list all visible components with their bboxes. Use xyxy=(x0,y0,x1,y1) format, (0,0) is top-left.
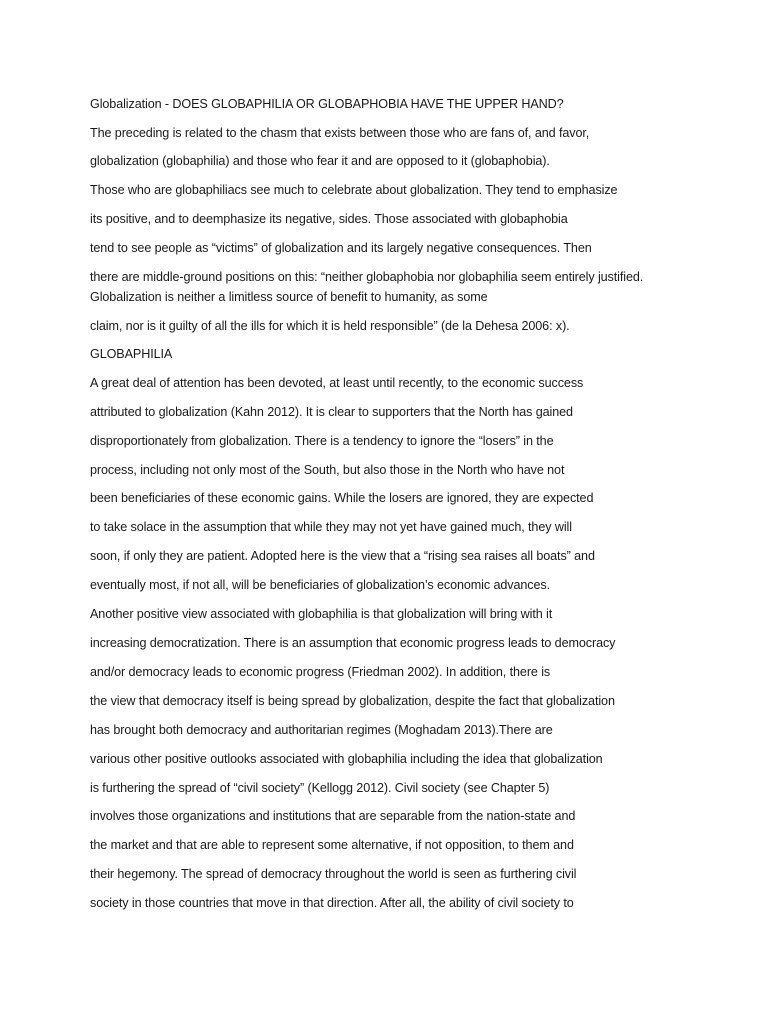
text-line: to take solace in the assumption that while they may not yet have gained much, they will xyxy=(90,520,572,534)
text-line: claim, nor is it guilty of all the ills for which it is held responsible” (de la Dehesa 2006: x). xyxy=(90,319,570,333)
text-line: disproportionately from globalization. There is a tendency to ignore the “losers” in the xyxy=(90,434,554,448)
text-line: increasing democratization. There is an assumption that economic progress leads to democracy xyxy=(90,636,616,650)
text-line: Globalization is neither a limitless source of benefit to humanity, as some xyxy=(90,290,488,304)
text-line: the market and that are able to represent some alternative, if not opposition, to them and xyxy=(90,838,574,852)
text-line: tend to see people as “victims” of globalization and its largely negative consequences. Then xyxy=(90,241,592,255)
text-line: soon, if only they are patient. Adopted here is the view that a “rising sea raises all boats” and xyxy=(90,549,595,563)
text-line: and/or democracy leads to economic progress (Friedman 2002). In addition, there is xyxy=(90,665,551,679)
text-line: society in those countries that move in that direction. After all, the ability of civil society to xyxy=(90,896,574,910)
text-line: its positive, and to deemphasize its negative, sides. Those associated with globaphobia xyxy=(90,212,568,226)
text-line: process, including not only most of the South, but also those in the North who have not xyxy=(90,463,565,477)
text-line: their hegemony. The spread of democracy throughout the world is seen as furthering civil xyxy=(90,867,577,881)
text-line: various other positive outlooks associated with globaphilia including the idea that globalization xyxy=(90,752,603,766)
text-line: there are middle-ground positions on this: “neither globaphobia nor globaphilia seem entirely justified. xyxy=(90,270,644,284)
text-line: eventually most, if not all, will be beneficiaries of globalization’s economic advances. xyxy=(90,578,550,592)
text-line: been beneficiaries of these economic gains. While the losers are ignored, they are expected xyxy=(90,491,594,505)
text-line: involves those organizations and institutions that are separable from the nation-state and xyxy=(90,809,576,823)
text-line: is furthering the spread of “civil society” (Kellogg 2012). Civil society (see Chapter 5) xyxy=(90,781,550,795)
text-line: has brought both democracy and authoritarian regimes (Moghadam 2013).There are xyxy=(90,723,553,737)
text-line: globalization (globaphilia) and those who fear it and are opposed to it (globaphobia). xyxy=(90,154,550,168)
document-title: Globalization - DOES GLOBAPHILIA OR GLOBAPHOBIA HAVE THE UPPER HAND? xyxy=(90,97,564,111)
section-heading: GLOBAPHILIA xyxy=(90,347,173,361)
text-line: The preceding is related to the chasm that exists between those who are fans of, and favor, xyxy=(90,126,590,140)
text-line: Those who are globaphiliacs see much to celebrate about globalization. They tend to emphasize xyxy=(90,183,618,197)
text-line: attributed to globalization (Kahn 2012). It is clear to supporters that the North has gained xyxy=(90,405,573,419)
text-line: A great deal of attention has been devoted, at least until recently, to the economic success xyxy=(90,376,584,390)
text-line: the view that democracy itself is being spread by globalization, despite the fact that globalization xyxy=(90,694,615,708)
text-line: Another positive view associated with globaphilia is that globalization will bring with it xyxy=(90,607,553,621)
